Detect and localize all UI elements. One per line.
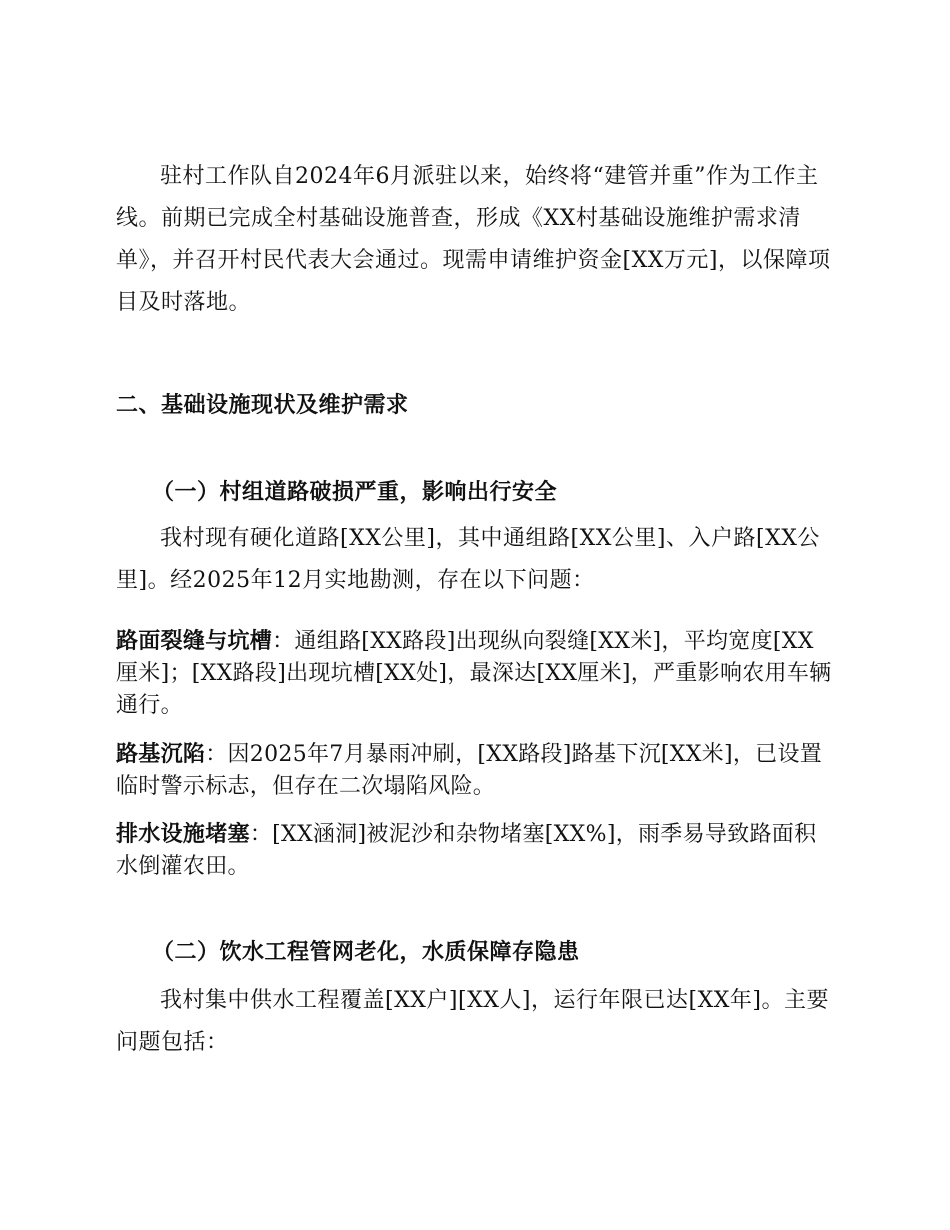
section-heading-infrastructure: 二、基础设施现状及维护需求	[116, 393, 409, 418]
list-item-lead: 排水设施堵塞	[116, 822, 250, 847]
list-item-lead: 路基沉陷	[116, 742, 206, 767]
roads-paragraph: 我村现有硬化道路[XX公里]，其中通组路[XX公里]、入户路[XX公里]。经2025年12月实地勘测，存在以下问题：	[116, 526, 820, 593]
list-item-subgrade-settlement	[116, 739, 832, 803]
list-item-road-cracks	[116, 626, 832, 722]
list-item-text: ：因2025年7月暴雨冲刷，[XX路段]路基下沉[XX米]，已设置临时警示标志，但存在二次塌陷风险。	[116, 742, 823, 799]
water-paragraph: 我村集中供水工程覆盖[XX户][XX人]，运行年限已达[XX年]。主要问题包括：	[116, 988, 829, 1055]
list-item-text: ：通组路[XX路段]出现纵向裂缝[XX米]，平均宽度[XX厘米]；[XX路段]出现坑槽[XX处]，最深达[XX厘米]，严重影响农用车辆通行。	[116, 629, 832, 718]
list-item-text: ：[XX涵洞]被泥沙和杂物堵塞[XX%]，雨季易导致路面积水倒灌农田。	[116, 822, 817, 879]
list-item-lead: 路面裂缝与坑槽	[116, 629, 273, 654]
subsection-heading-water: （二）饮水工程管网老化，水质保障存隐患	[152, 939, 580, 965]
list-item-drainage-blockage	[116, 819, 832, 883]
subsection-heading-roads: （一）村组道路破损严重，影响出行安全	[152, 479, 558, 505]
intro-paragraph: 驻村工作队自2024年6月派驻以来，始终将“建管并重”作为工作主线。前期已完成全村基础设施普查，形成《XX村基础设施维护需求清单》，并召开村民代表大会通过。现需申请维护资金[XX万元]，以保障项目及时落地。	[116, 164, 831, 315]
